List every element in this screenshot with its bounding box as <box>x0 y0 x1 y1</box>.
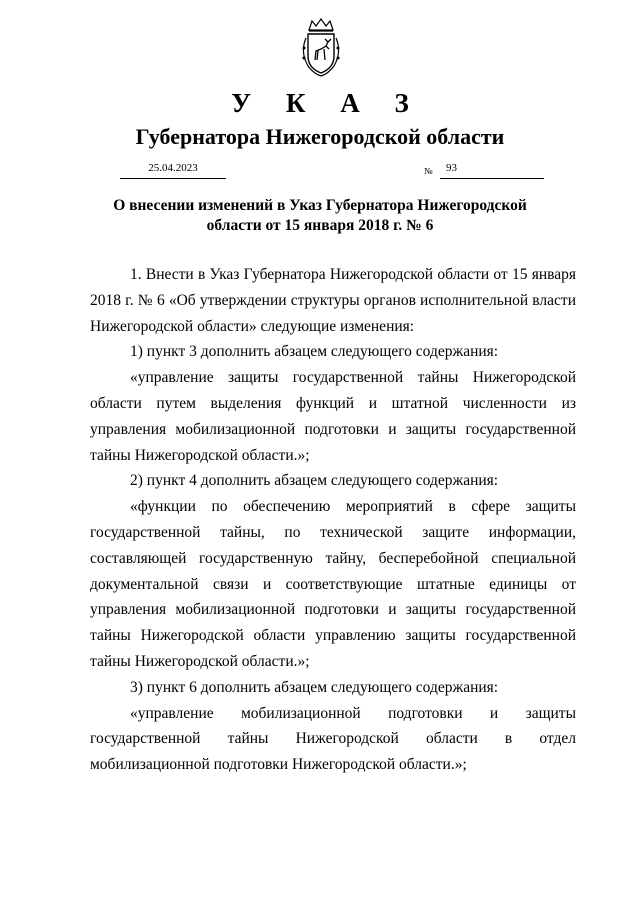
document-heading <box>110 196 530 236</box>
document-subtitle: Губернатора Нижегородской области <box>135 124 505 149</box>
paragraph-subitem-1: 1) пункт 3 дополнить абзацем следующего содержания: <box>130 343 499 361</box>
paragraph-subitem-2: 2) пункт 4 дополнить абзацем следующего содержания: <box>130 472 499 490</box>
paragraph-subitem-3: 3) пункт 6 дополнить абзацем следующего содержания: <box>130 678 499 696</box>
heading-line-2: области от 15 января 2018 г. № 6 <box>206 217 434 234</box>
number-sign: № <box>424 166 433 176</box>
document-date: 25.04.2023 <box>120 162 226 179</box>
document-number: 93 <box>440 162 544 179</box>
paragraph-item-1: 1. Внести в Указ Губернатора Нижегородской области от 15 января 2018 г. № 6 «Об утверждении структуры органов исполнительной власти Нижегородской области» следующие изменения: <box>90 266 576 335</box>
paragraph-quote-2: «функции по обеспечению мероприятий в сфере защиты государственной тайны, по технической защите информации, составляющей государственную тайну, бесперебойной специальной документальной связи и соответствующие штатные единицы от управления мобилизационной подготовки и защиты государственной тайны Нижегородской области управлению защиты государственной тайны Нижегородской области.»; <box>90 498 576 670</box>
document-body <box>90 262 576 778</box>
heading-line-1: О внесении изменений в Указ Губернатора Нижегородской <box>113 197 527 214</box>
coat-of-arms-emblem <box>298 18 344 78</box>
document-title: У К А З <box>231 88 423 118</box>
paragraph-quote-3: «управление мобилизационной подготовки и защиты государственной тайны Нижегородской области в отдел мобилизационной подготовки Нижегородской области.»; <box>90 704 576 774</box>
paragraph-quote-1: «управление защиты государственной тайны Нижегородской области путем выделения функций и штатной численности из управления мобилизационной подготовки и защиты государственной тайны Нижегородской области.»; <box>90 369 576 464</box>
